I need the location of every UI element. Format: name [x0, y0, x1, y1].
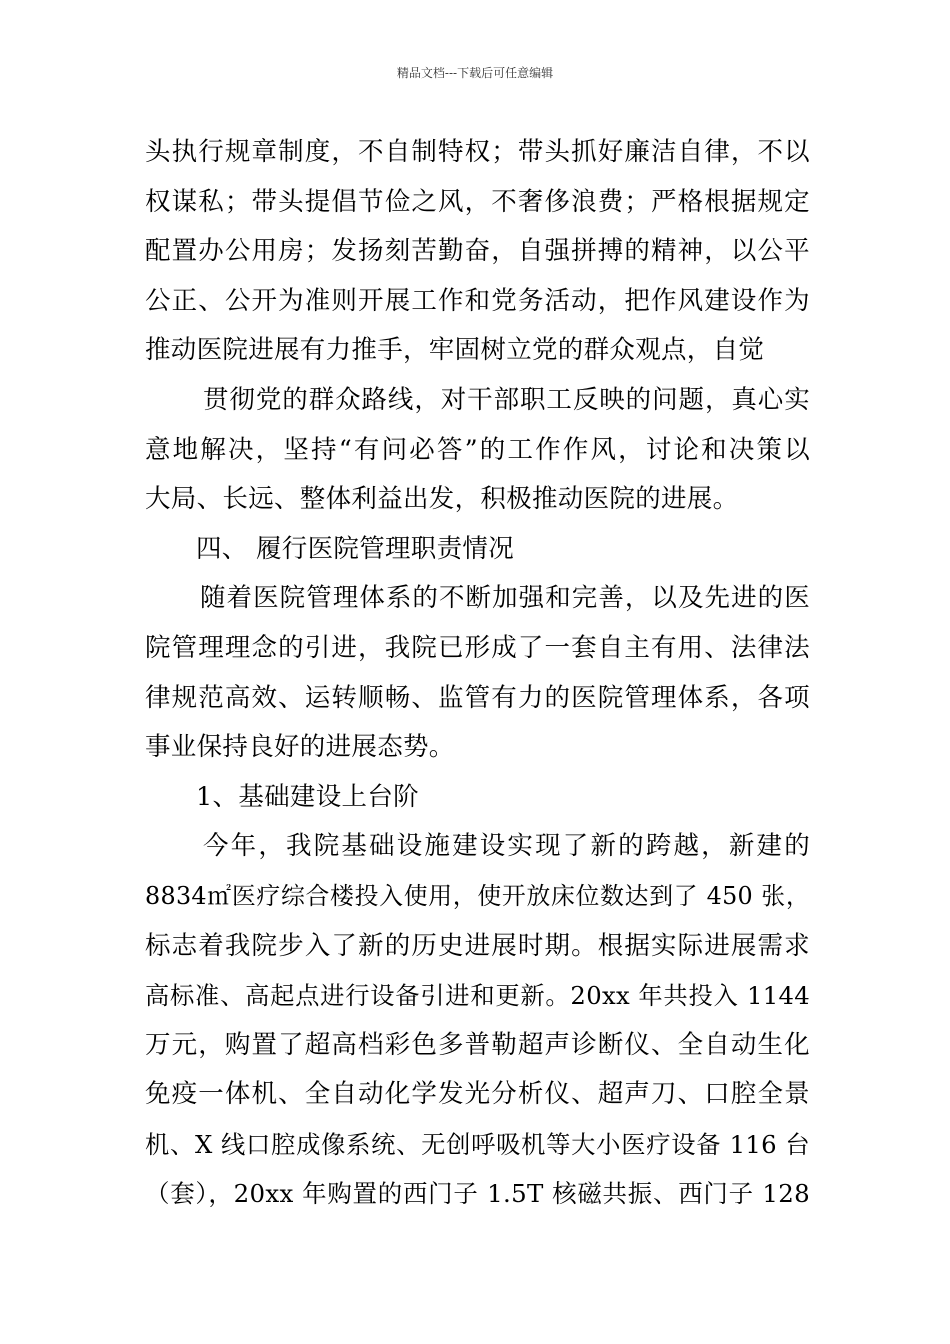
- text-line: 贯彻党的群众路线，对干部职工反映的问题，真心实: [203, 384, 810, 415]
- text-line: 权谋私；带头提倡节俭之风，不奢侈浪费；严格根据规定: [145, 186, 810, 217]
- page-header: 精品文档---下载后可任意编辑: [396, 66, 554, 80]
- text-line: 律规范高效、运转顺畅、监管有力的医院管理体系，各项: [145, 682, 810, 713]
- text-line: 推动医院进展有力推手，牢固树立党的群众观点，自觉: [145, 335, 765, 366]
- text-line: 1、基础建设上台阶: [196, 781, 419, 812]
- text-line: 配置办公用房；发扬刻苦勤奋，自强拼搏的精神，以公平: [145, 236, 810, 267]
- text-line: 公正、公开为准则开展工作和党务活动，把作风建设作为: [145, 285, 810, 316]
- text-line: 事业保持良好的进展态势。: [145, 732, 455, 763]
- document-body: [145, 128, 810, 1219]
- text-line: 机、X 线口腔成像系统、无创呼吸机等大小医疗设备 116 台: [145, 1129, 810, 1159]
- text-line: 免疫一体机、全自动化学发光分析仪、超声刀、口腔全景: [145, 1079, 810, 1110]
- text-line: 8834㎡医疗综合楼投入使用，使开放床位数达到了 450 张，: [145, 881, 810, 910]
- text-line: 头执行规章制度，不自制特权；带头抓好廉洁自律，不以: [145, 137, 810, 167]
- text-line: 高标准、高起点进行设备引进和更新。20xx 年共投入 1144: [145, 981, 810, 1011]
- text-line: 意地解决，坚持“有问必答”的工作作风，讨论和决策以: [145, 434, 810, 465]
- text-line: 大局、长远、整体利益出发，积极推动医院的进展。: [145, 484, 739, 515]
- text-line: 随着医院管理体系的不断加强和完善，以及先进的医: [200, 583, 810, 614]
- text-line: 四、 履行医院管理职责情况: [196, 533, 515, 564]
- text-line: 万元，购置了超高档彩色多普勒超声诊断仪、全自动生化: [145, 1029, 810, 1060]
- text-line: （套），20xx 年购置的西门子 1.5T 核磁共振、西门子 128: [145, 1179, 810, 1209]
- text-line: 院管理理念的引进，我院已形成了一套自主有用、法律法: [145, 632, 810, 663]
- text-line: 标志着我院步入了新的历史进展时期。根据实际进展需求: [145, 930, 810, 961]
- text-line: 今年，我院基础设施建设实现了新的跨越，新建的: [203, 831, 810, 862]
